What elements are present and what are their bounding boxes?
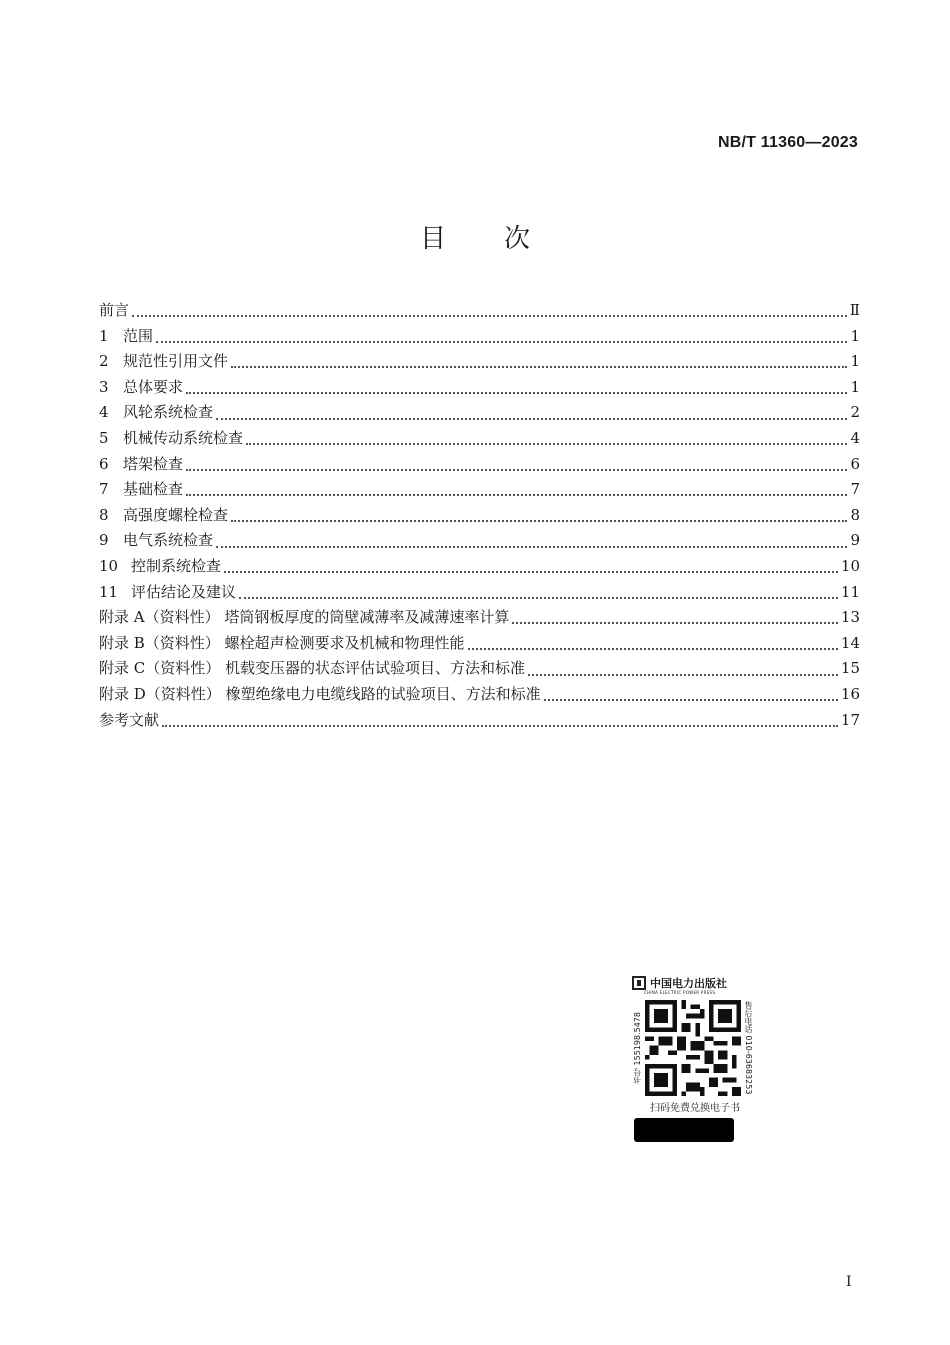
toc-entry-page: 1 xyxy=(850,326,860,345)
toc-entry[interactable] xyxy=(99,580,860,606)
toc-entry-label: 控制系统检查 xyxy=(131,556,222,575)
toc-entry[interactable] xyxy=(99,477,860,503)
dot-leader xyxy=(231,365,847,368)
toc-entry-label: 评估结论及建议 xyxy=(131,582,237,601)
dot-leader xyxy=(186,391,847,394)
toc-entry-number: 10 xyxy=(99,556,119,575)
dot-leader xyxy=(231,519,847,522)
qr-code[interactable] xyxy=(645,1000,741,1096)
dot-leader xyxy=(132,314,847,317)
toc-entry-label: 附录 A（资料性） 塔筒钢板厚度的筒壁减薄率及减薄速率计算 xyxy=(99,608,510,627)
toc-entry-number: 1 xyxy=(99,326,109,345)
toc-entry-label: 机械传动系统检查 xyxy=(123,428,244,447)
toc-entry[interactable] xyxy=(99,452,860,478)
toc-entry-page: 16 xyxy=(840,684,860,703)
toc-entry-page: 4 xyxy=(850,428,860,447)
page-number: I xyxy=(846,1274,852,1290)
toc-entry-page: 8 xyxy=(850,505,860,524)
sales-phone: 售后电话 010-63683253 xyxy=(744,1001,753,1095)
toc-entry-number: 9 xyxy=(99,531,109,550)
toc-entry[interactable] xyxy=(99,708,860,734)
toc-entry[interactable] xyxy=(99,528,860,554)
publisher-qr-sticker xyxy=(632,975,758,1153)
toc-entry[interactable] xyxy=(99,375,860,401)
toc-entry-label: 高强度螺栓检查 xyxy=(123,505,229,524)
publisher-logo xyxy=(632,975,758,991)
redacted-code-box xyxy=(634,1118,734,1142)
toc-entry-label: 前言 xyxy=(99,301,130,319)
toc-entry-number: 6 xyxy=(99,454,109,473)
dot-leader xyxy=(468,647,838,650)
publisher-logo-icon xyxy=(632,976,646,990)
qr-caption: 扫码免费兑换电子书 xyxy=(650,1103,740,1114)
toc-entry-page: Ⅱ xyxy=(849,301,860,319)
toc-entry-number: 8 xyxy=(99,505,109,524)
publisher-name: 中国电力出版社 xyxy=(650,977,727,990)
toc-entry[interactable] xyxy=(99,349,860,375)
toc-entry-page: 10 xyxy=(840,556,860,575)
toc-entry-page: 11 xyxy=(840,582,860,601)
toc-entry-label: 基础检查 xyxy=(123,480,184,499)
dot-leader xyxy=(186,468,847,471)
toc-entry-number: 2 xyxy=(99,352,109,371)
dot-leader xyxy=(224,570,838,573)
page-title: 目次 xyxy=(419,224,588,254)
toc-entry-label: 规范性引用文件 xyxy=(123,352,229,371)
dot-leader xyxy=(544,698,838,701)
table-of-contents xyxy=(99,298,860,733)
dot-leader xyxy=(216,545,847,548)
toc-entry-page: 13 xyxy=(840,608,860,627)
dot-leader xyxy=(162,724,838,727)
toc-entry[interactable] xyxy=(99,298,860,324)
toc-entry-page: 2 xyxy=(850,403,860,422)
dot-leader xyxy=(528,673,838,676)
book-number: 书号 155198.5478 xyxy=(633,1012,642,1084)
toc-entry-label: 附录 B（资料性） 螺栓超声检测要求及机械和物理性能 xyxy=(99,633,465,652)
toc-entry-label: 总体要求 xyxy=(123,377,184,396)
toc-entry-label: 附录 C（资料性） 机载变压器的状态评估试验项目、方法和标准 xyxy=(99,659,526,678)
dot-leader xyxy=(156,340,847,343)
toc-entry-number: 3 xyxy=(99,377,109,396)
toc-entry-label: 塔架检查 xyxy=(123,454,184,473)
dot-leader xyxy=(246,442,847,445)
toc-entry[interactable] xyxy=(99,554,860,580)
dot-leader xyxy=(512,621,838,624)
toc-entry-number: 7 xyxy=(99,480,109,499)
toc-entry-label: 参考文献 xyxy=(99,710,160,729)
toc-entry-label: 附录 D（资料性） 橡塑绝缘电力电缆线路的试验项目、方法和标准 xyxy=(99,684,541,703)
toc-entry-page: 9 xyxy=(850,531,860,550)
toc-entry-number: 11 xyxy=(99,582,119,601)
toc-entry-page: 17 xyxy=(840,710,860,729)
toc-entry-page: 7 xyxy=(850,480,860,499)
toc-entry-label: 风轮系统检查 xyxy=(123,403,214,422)
toc-entry[interactable] xyxy=(99,503,860,529)
toc-entry[interactable] xyxy=(99,400,860,426)
toc-entry[interactable] xyxy=(99,324,860,350)
toc-entry-number: 4 xyxy=(99,403,109,422)
toc-entry-label: 范围 xyxy=(123,326,154,345)
standard-code: NB/T 11360—2023 xyxy=(718,134,858,151)
dot-leader xyxy=(239,596,838,599)
toc-entry-page: 1 xyxy=(850,377,860,396)
toc-entry[interactable] xyxy=(99,656,860,682)
toc-entry-page: 14 xyxy=(840,633,860,652)
dot-leader xyxy=(186,493,847,496)
toc-entry-page: 6 xyxy=(850,454,860,473)
publisher-name-en: CHINA ELECTRIC POWER PRESS xyxy=(644,990,716,995)
toc-entry-number: 5 xyxy=(99,428,109,447)
toc-entry-label: 电气系统检查 xyxy=(123,531,214,550)
dot-leader xyxy=(216,417,847,420)
toc-entry[interactable] xyxy=(99,631,860,657)
toc-entry[interactable] xyxy=(99,682,860,708)
toc-entry[interactable] xyxy=(99,426,860,452)
toc-entry-page: 1 xyxy=(850,352,860,371)
toc-entry-page: 15 xyxy=(840,659,860,678)
toc-entry[interactable] xyxy=(99,605,860,631)
